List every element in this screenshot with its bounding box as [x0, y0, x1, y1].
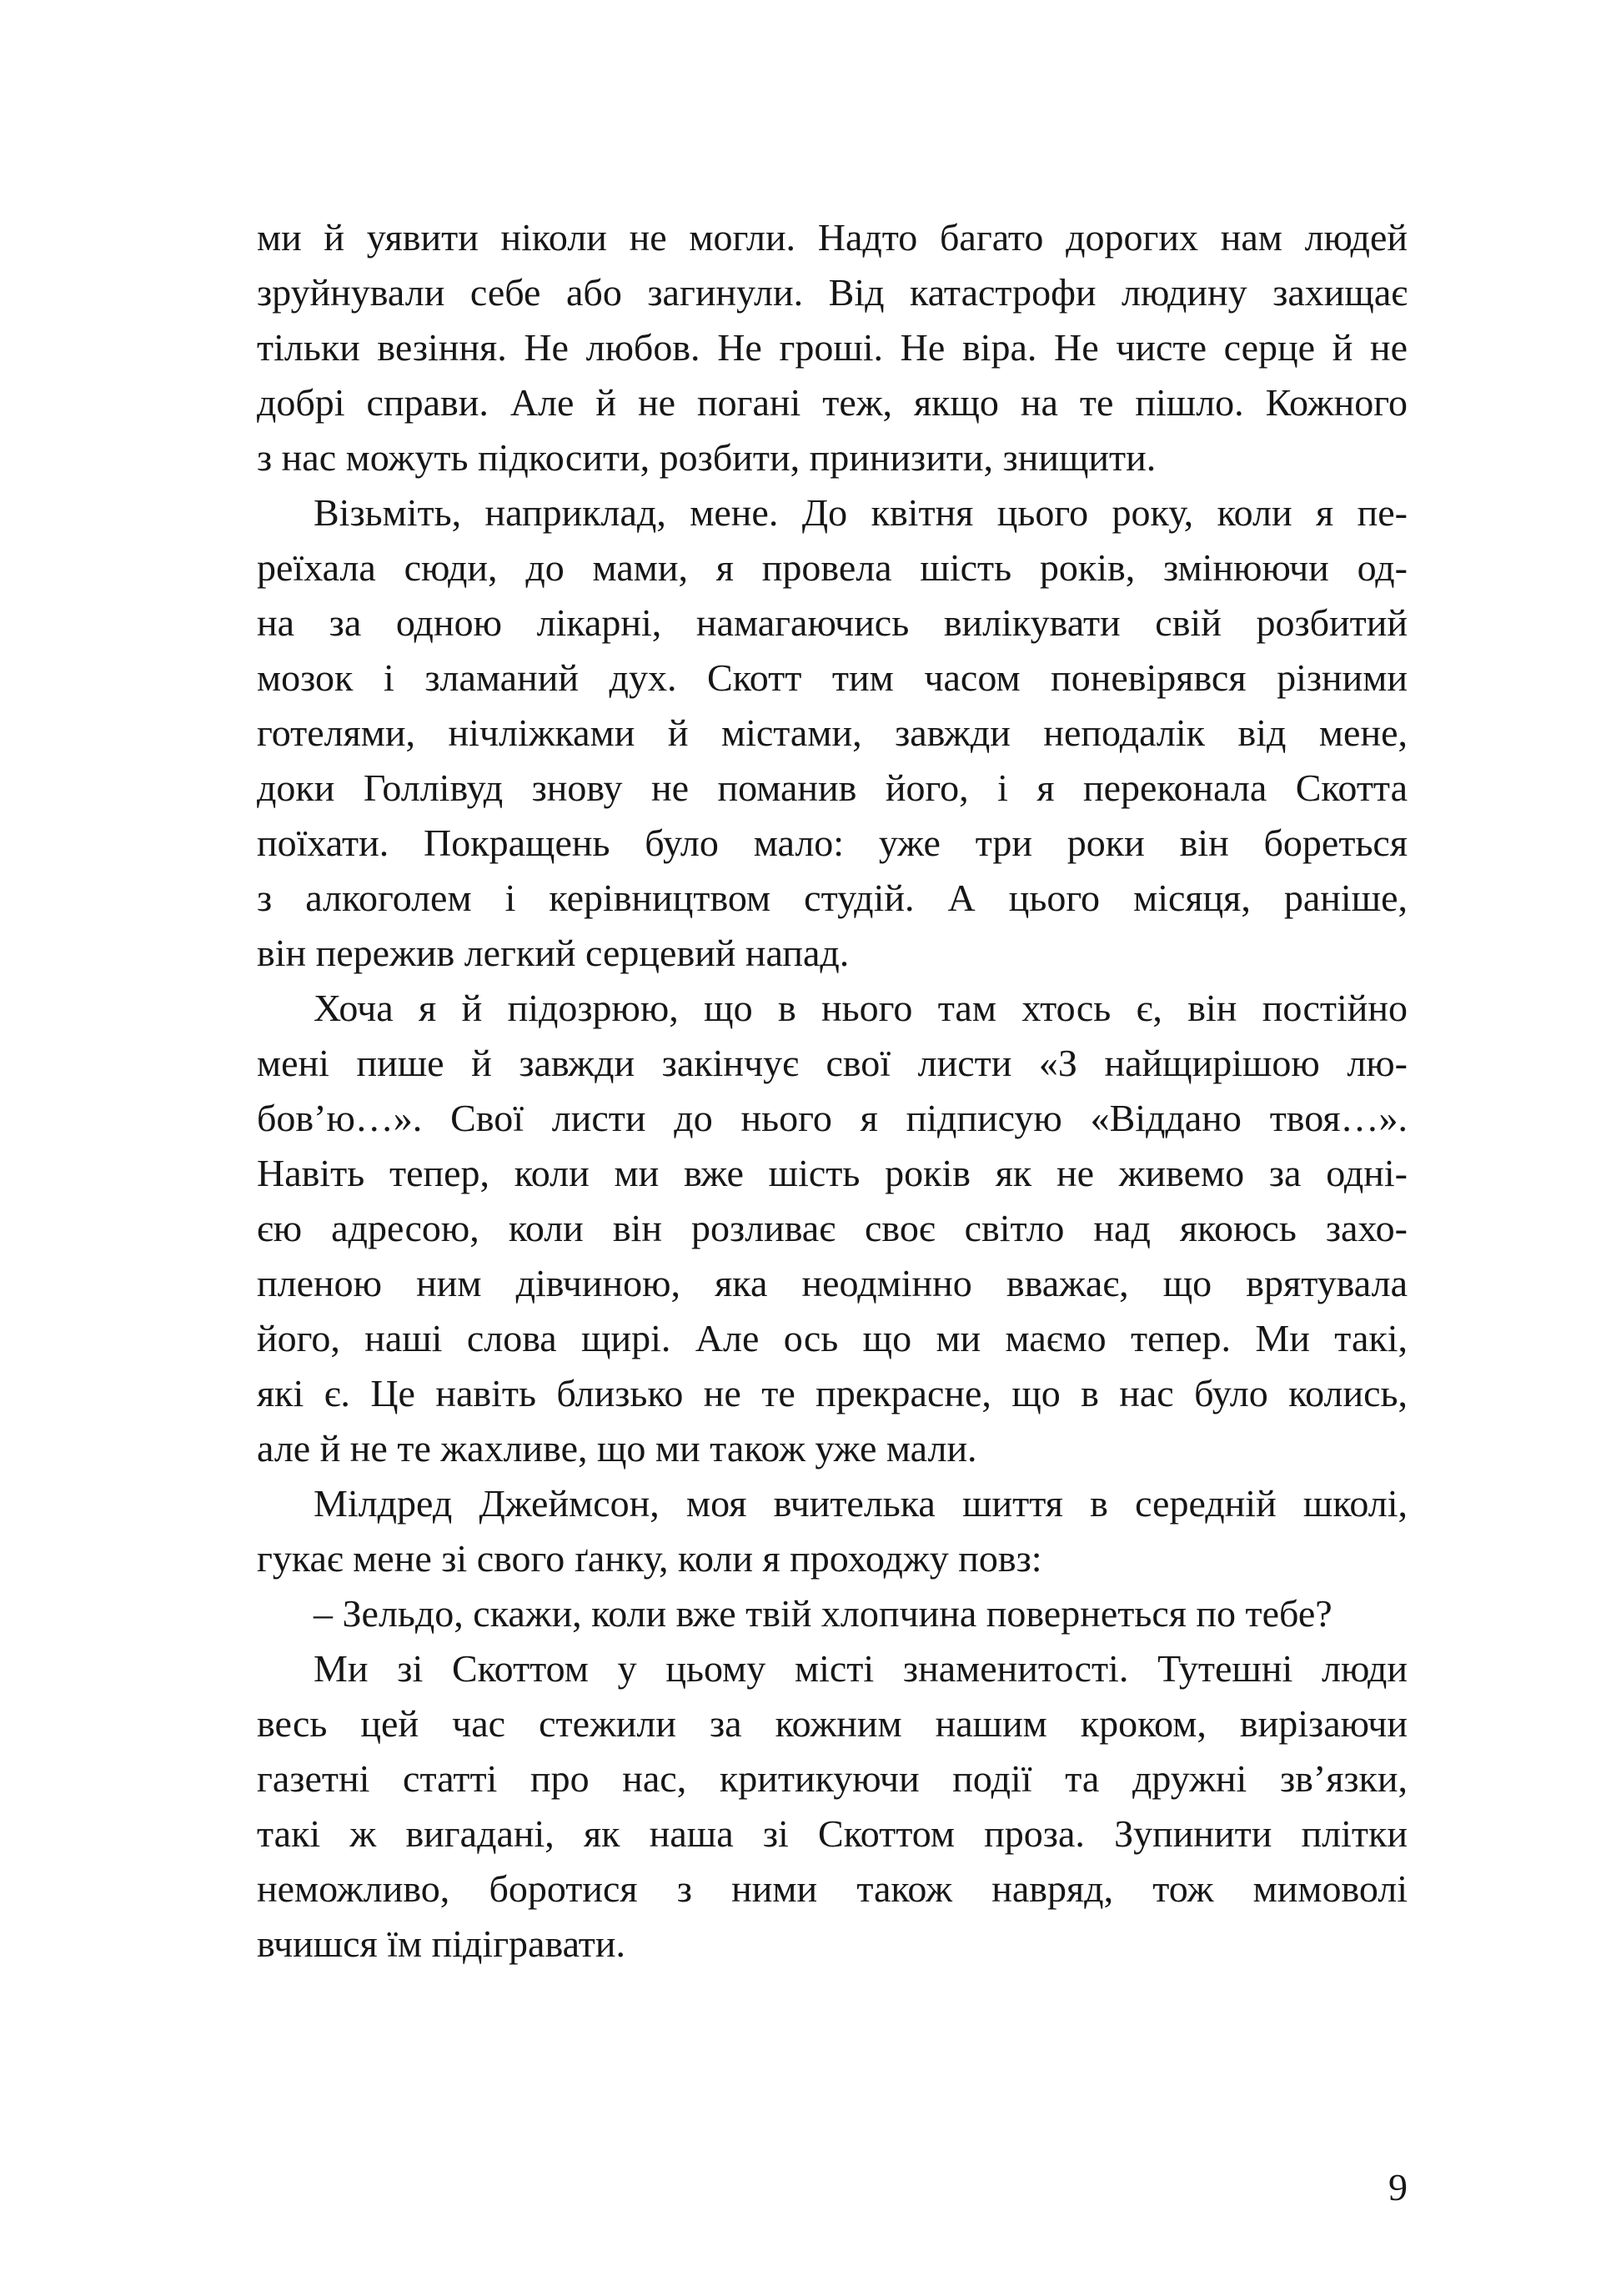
text-line: тільки везіння. Не любов. Не гроші. Не віра. Не чисте серце й не — [257, 326, 1408, 369]
text-line: бов’ю…». Свої листи до нього я підписую «Віддано твоя…». — [257, 1097, 1408, 1139]
text-line: Хоча я й підозрюю, що в нього там хтось є, він постійно — [314, 987, 1408, 1029]
text-line: ми й уявити ніколи не могли. Надто багато дорогих нам людей — [257, 216, 1408, 259]
text-line: Візьміть, наприклад, мене. До квітня цього року, коли я пе- — [314, 491, 1408, 534]
text-line: Мілдред Джеймсон, моя вчителька шиття в середній школі, — [314, 1482, 1408, 1525]
text-line: готелями, нічліжками й містами, завжди неподалік від мене, — [257, 711, 1408, 754]
text-line: мозок і зламаний дух. Скотт тим часом поневірявся різними — [257, 656, 1408, 699]
text-line: – Зельдо, скажи, коли вже твій хлопчина повернеться по тебе? — [314, 1592, 1332, 1635]
paragraph — [257, 485, 1408, 981]
text-line: з алкоголем і керівництвом студій. А цього місяця, раніше, — [257, 877, 1408, 919]
text-line: але й не те жахливе, що ми також уже мали. — [257, 1427, 977, 1470]
text-block — [257, 210, 1408, 1972]
text-line: які є. Це навіть близько не те прекрасне, що в нас було колись, — [257, 1372, 1408, 1414]
text-line: поїхати. Покращень було мало: уже три роки він бореться — [257, 821, 1408, 864]
text-line: вчишся їм підігравати. — [257, 1922, 626, 1965]
text-line: мені пише й завжди закінчує свої листи «З найщирішою лю- — [257, 1042, 1408, 1084]
text-line: пленою ним дівчиною, яка неодмінно вважає, що врятувала — [257, 1262, 1408, 1304]
text-line: такі ж вигадані, як наша зі Скоттом проза. Зупинити плітки — [257, 1812, 1408, 1855]
paragraph-dialogue — [257, 1586, 1408, 1641]
text-line: він пережив легкий серцевий напад. — [257, 932, 850, 974]
text-line: весь цей час стежили за кожним нашим кроком, вирізаючи — [257, 1702, 1408, 1745]
paragraph — [257, 1641, 1408, 1972]
text-line: доки Голлівуд знову не поманив його, і я переконала Скотта — [257, 766, 1408, 809]
text-line: неможливо, боротися з ними також навряд, тож мимоволі — [257, 1867, 1408, 1910]
paragraph — [257, 981, 1408, 1476]
text-line: зруйнували себе або загинули. Від катастрофи людину захищає — [257, 271, 1408, 314]
page-number: 9 — [1388, 2166, 1408, 2208]
text-line: газетні статті про нас, критикуючи події та дружні зв’язки, — [257, 1757, 1408, 1800]
text-line: єю адресою, коли він розливає своє світло над якоюсь захо- — [257, 1207, 1408, 1249]
text-line: Ми зі Скоттом у цьому місті знаменитості. Тутешні люди — [314, 1647, 1408, 1690]
paragraph — [257, 1476, 1408, 1586]
text-line: його, наші слова щирі. Але ось що ми маємо тепер. Ми такі, — [257, 1317, 1408, 1359]
text-line: гукає мене зі свого ґанку, коли я проходжу повз: — [257, 1537, 1042, 1580]
text-line: з нас можуть підкосити, розбити, принизити, знищити. — [257, 436, 1157, 479]
text-line: добрі справи. Але й не погані теж, якщо на те пішло. Кожного — [257, 381, 1408, 424]
text-line: Навіть тепер, коли ми вже шість років як не живемо за одні- — [257, 1152, 1408, 1194]
text-line: реїхала сюди, до мами, я провела шість років, змінюючи од- — [257, 546, 1408, 589]
text-line: на за одною лікарні, намагаючись вилікувати свій розбитий — [257, 601, 1408, 644]
paragraph — [257, 210, 1408, 485]
